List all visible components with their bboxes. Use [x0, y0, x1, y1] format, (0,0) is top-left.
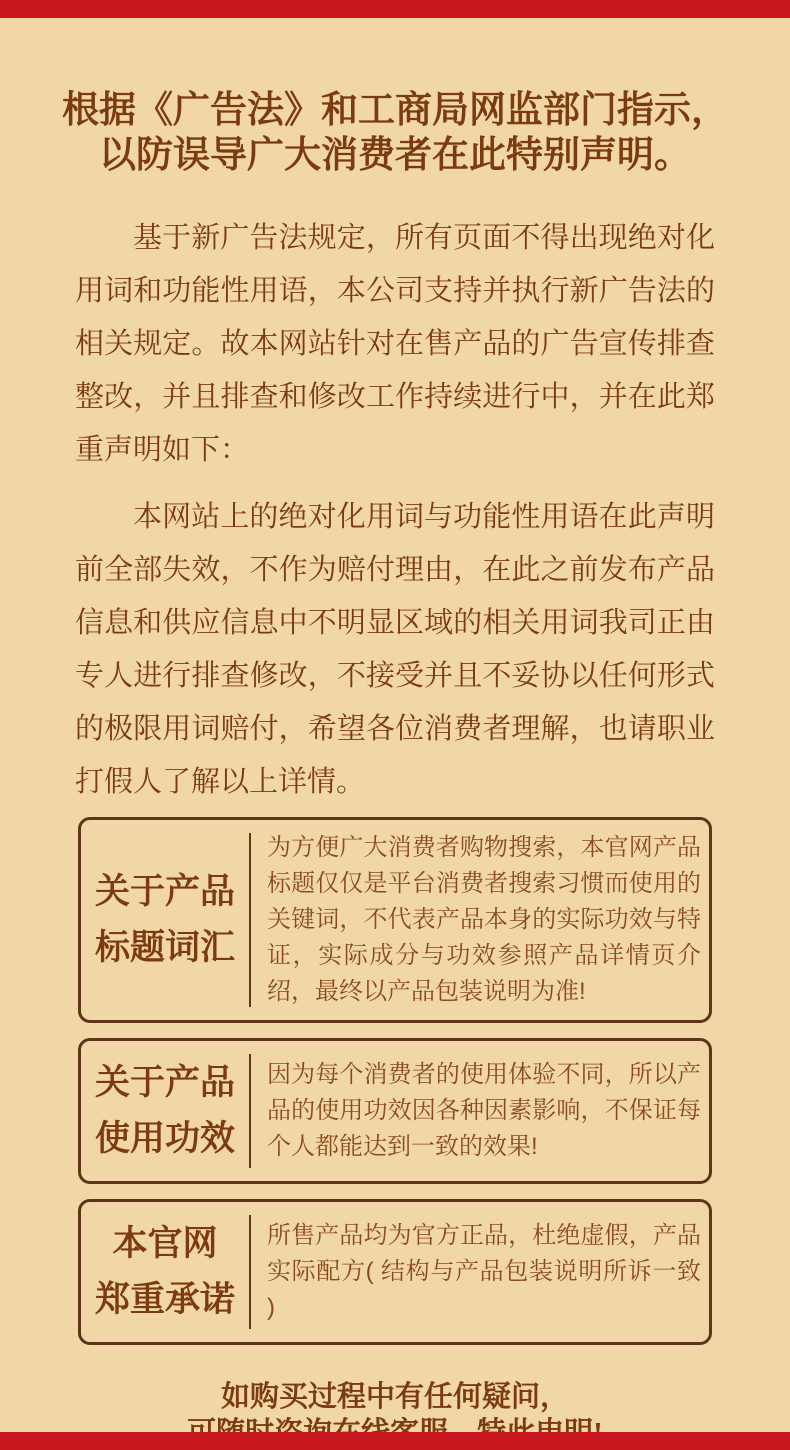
box-label-line-2: 使用功效: [94, 1119, 235, 1158]
box-label-line-2: 郑重承诺: [94, 1280, 235, 1319]
box-text-product-efficacy: 因为每个消费者的使用体验不同，所以产品的使用功效因各种因素影响，不保证每个人都能达到一致的效果!: [267, 1061, 701, 1160]
bottom-red-bar: [0, 1432, 790, 1450]
title-line-1: 根据《广告法》和工商局网监部门指示，: [62, 90, 728, 131]
title-line-2: 以防误导广大消费者在此特别声明。: [99, 135, 691, 176]
footer-line-1: 如购买过程中有任何疑问，: [220, 1381, 569, 1413]
notice-box-product-title: [78, 817, 712, 1023]
box-label-line-1: 本官网: [112, 1224, 218, 1263]
box-label-product-efficacy: [81, 1055, 249, 1167]
statement-paragraph: 本网站上的绝对化用词与功能性用语在此声明前全部失效，不作为赔付理由，在此之前发布产品信息和供应信息中不明显区域的相关用词我司正由专人进行排查修改，不接受并且不妥协以任何形式的极限用词赔付，希望各位消费者理解，也请职业打假人了解以上详情。: [75, 501, 715, 798]
box-label-line-1: 关于产品: [94, 872, 235, 911]
box-label-line-1: 关于产品: [94, 1063, 235, 1102]
box-label-product-title: [81, 864, 249, 976]
notice-box-list: [78, 817, 712, 1345]
box-label-official-promise: [81, 1216, 249, 1328]
box-text-official-promise: 所售产品均为官方正品，杜绝虚假，产品实际配方( 结构与产品包装说明所诉一致 ): [267, 1222, 701, 1321]
notice-box-product-efficacy: [78, 1038, 712, 1184]
top-red-bar: [0, 0, 790, 18]
box-label-line-2: 标题词汇: [94, 928, 235, 967]
intro-paragraph: 基于新广告法规定，所有页面不得出现绝对化用词和功能性用语，本公司支持并执行新广告法的相关规定。故本网站针对在售产品的广告宣传排查整改，并且排查和修改工作持续进行中，并在此郑重声明如下：: [75, 222, 715, 466]
notice-box-official-promise: [78, 1199, 712, 1345]
box-text-product-title: 为方便广大消费者购物搜索，本官网产品标题仅仅是平台消费者搜索习惯而使用的关键词，不代表产品本身的实际功效与特证，实际成分与功效参照产品详情页介绍，最终以产品包装说明为准!: [267, 834, 701, 1005]
page-title: [38, 88, 752, 178]
